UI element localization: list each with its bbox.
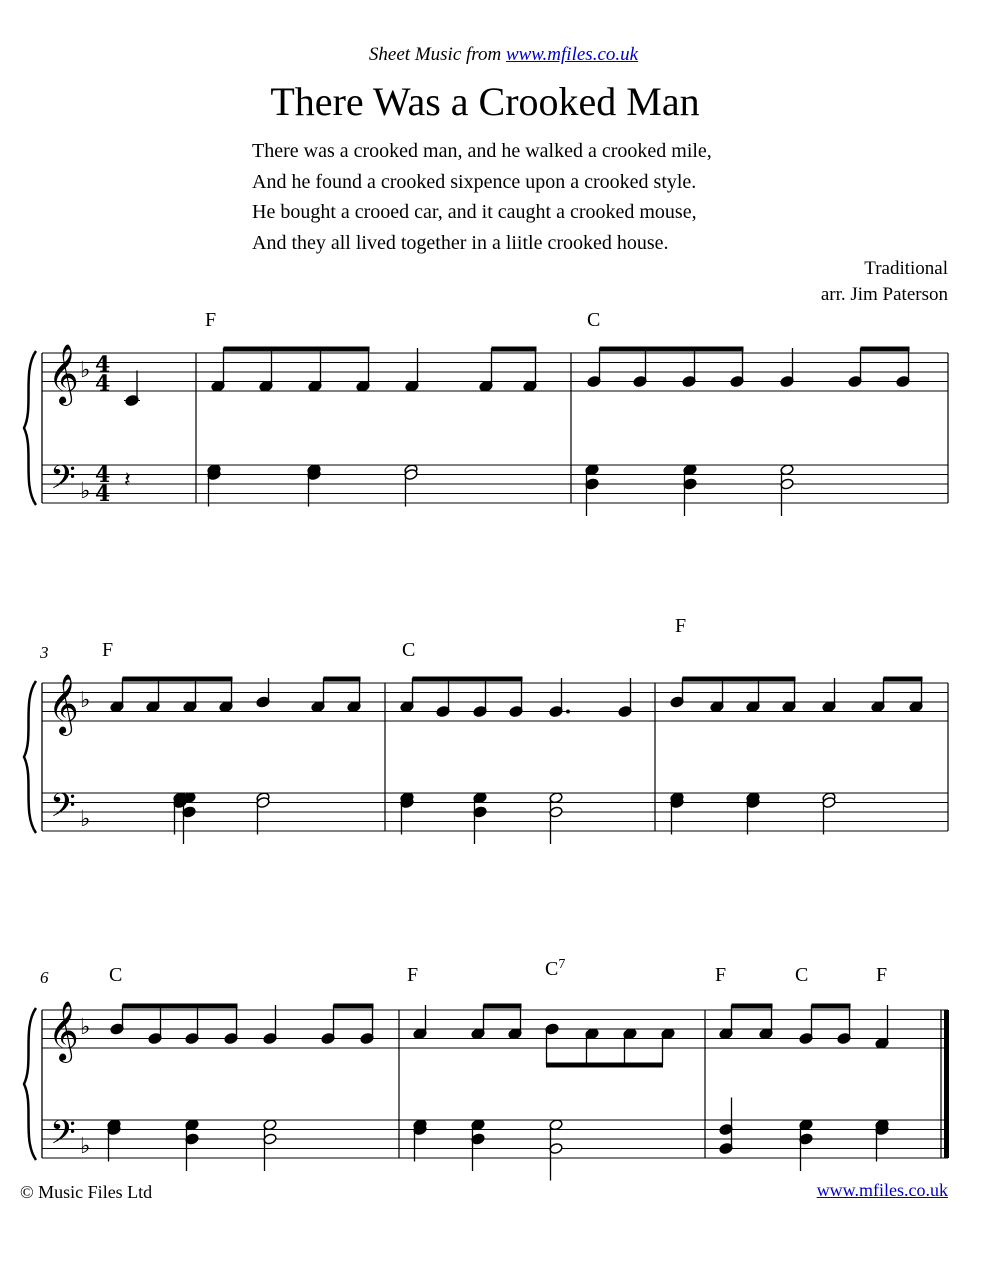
beam xyxy=(861,347,910,352)
footer-link[interactable]: www.mfiles.co.uk xyxy=(816,1180,948,1200)
beam xyxy=(334,1004,374,1009)
beam xyxy=(683,677,796,682)
lyric-line: He bought a crooed car, and it caught a crooked mouse, xyxy=(252,201,697,223)
measure-number: 3 xyxy=(40,643,49,662)
lyric-line: And they all lived together in a liitle crooked house. xyxy=(252,231,669,254)
lyric-line: There was a crooked man, and he walked a crooked mile, xyxy=(252,140,712,162)
source-prefix: Sheet Music from xyxy=(368,44,502,65)
notes xyxy=(107,347,923,1181)
copyright-text: © Music Files Ltd xyxy=(20,1182,153,1202)
brace xyxy=(24,1008,36,1160)
chord-symbol: F xyxy=(715,964,727,986)
beam xyxy=(884,677,923,682)
beam xyxy=(123,1004,238,1009)
arranger-credit: arr. Jim Paterson xyxy=(820,284,948,305)
time-sig-top-treble: 4 xyxy=(95,352,111,378)
treble-clef: 𝄞 xyxy=(48,1001,79,1061)
bass-clef: 𝄢 xyxy=(50,787,76,833)
chord-symbol: F xyxy=(102,639,114,661)
chord-symbol: $C^7$ xyxy=(545,957,566,980)
song-title: There Was a Crooked Man xyxy=(270,79,700,124)
flat-sign: ♭ xyxy=(80,688,91,713)
time-sig-bottom-bass: 4 xyxy=(95,481,111,507)
chord-symbol: C xyxy=(109,964,123,986)
time-sig-bottom-treble: 4 xyxy=(95,371,111,397)
composer-credit: Traditional xyxy=(864,258,948,279)
chord-symbol: F xyxy=(407,964,419,986)
brace xyxy=(24,351,36,505)
chord-symbol: F xyxy=(876,964,888,986)
brace xyxy=(24,681,36,833)
beam xyxy=(484,1004,522,1009)
beam xyxy=(492,347,537,352)
chord-symbol: C xyxy=(795,964,809,986)
chord-symbol: C xyxy=(587,309,601,331)
flat-sign: ♭ xyxy=(80,1134,91,1159)
beam xyxy=(546,1063,663,1068)
beam xyxy=(413,677,523,682)
beam xyxy=(123,677,233,682)
time-sig-top-bass: 4 xyxy=(95,462,111,488)
chord-symbol: C xyxy=(402,639,416,661)
treble-clef: 𝄞 xyxy=(48,344,79,404)
chord-symbol: F xyxy=(675,615,687,637)
flat-sign: ♭ xyxy=(80,1015,91,1040)
bass-clef: 𝄢 xyxy=(50,459,76,505)
beam xyxy=(600,347,744,352)
flat-sign: ♭ xyxy=(80,479,91,504)
measure-number: 6 xyxy=(40,968,49,987)
treble-clef: 𝄞 xyxy=(48,674,79,734)
flat-sign: ♭ xyxy=(80,358,91,383)
flat-sign: ♭ xyxy=(80,807,91,832)
dot xyxy=(566,710,570,714)
lyric-line: And he found a crooked sixpence upon a crooked style. xyxy=(252,170,697,193)
final-barline xyxy=(944,1010,949,1158)
beam xyxy=(224,347,370,352)
chord-symbol: F xyxy=(205,309,217,331)
beam xyxy=(812,1004,851,1009)
rest: 𝄽 xyxy=(124,468,131,493)
bass-clef: 𝄢 xyxy=(50,1114,76,1160)
source-link[interactable]: www.mfiles.co.uk xyxy=(505,44,639,65)
beam xyxy=(732,1004,773,1009)
beam xyxy=(324,677,361,682)
